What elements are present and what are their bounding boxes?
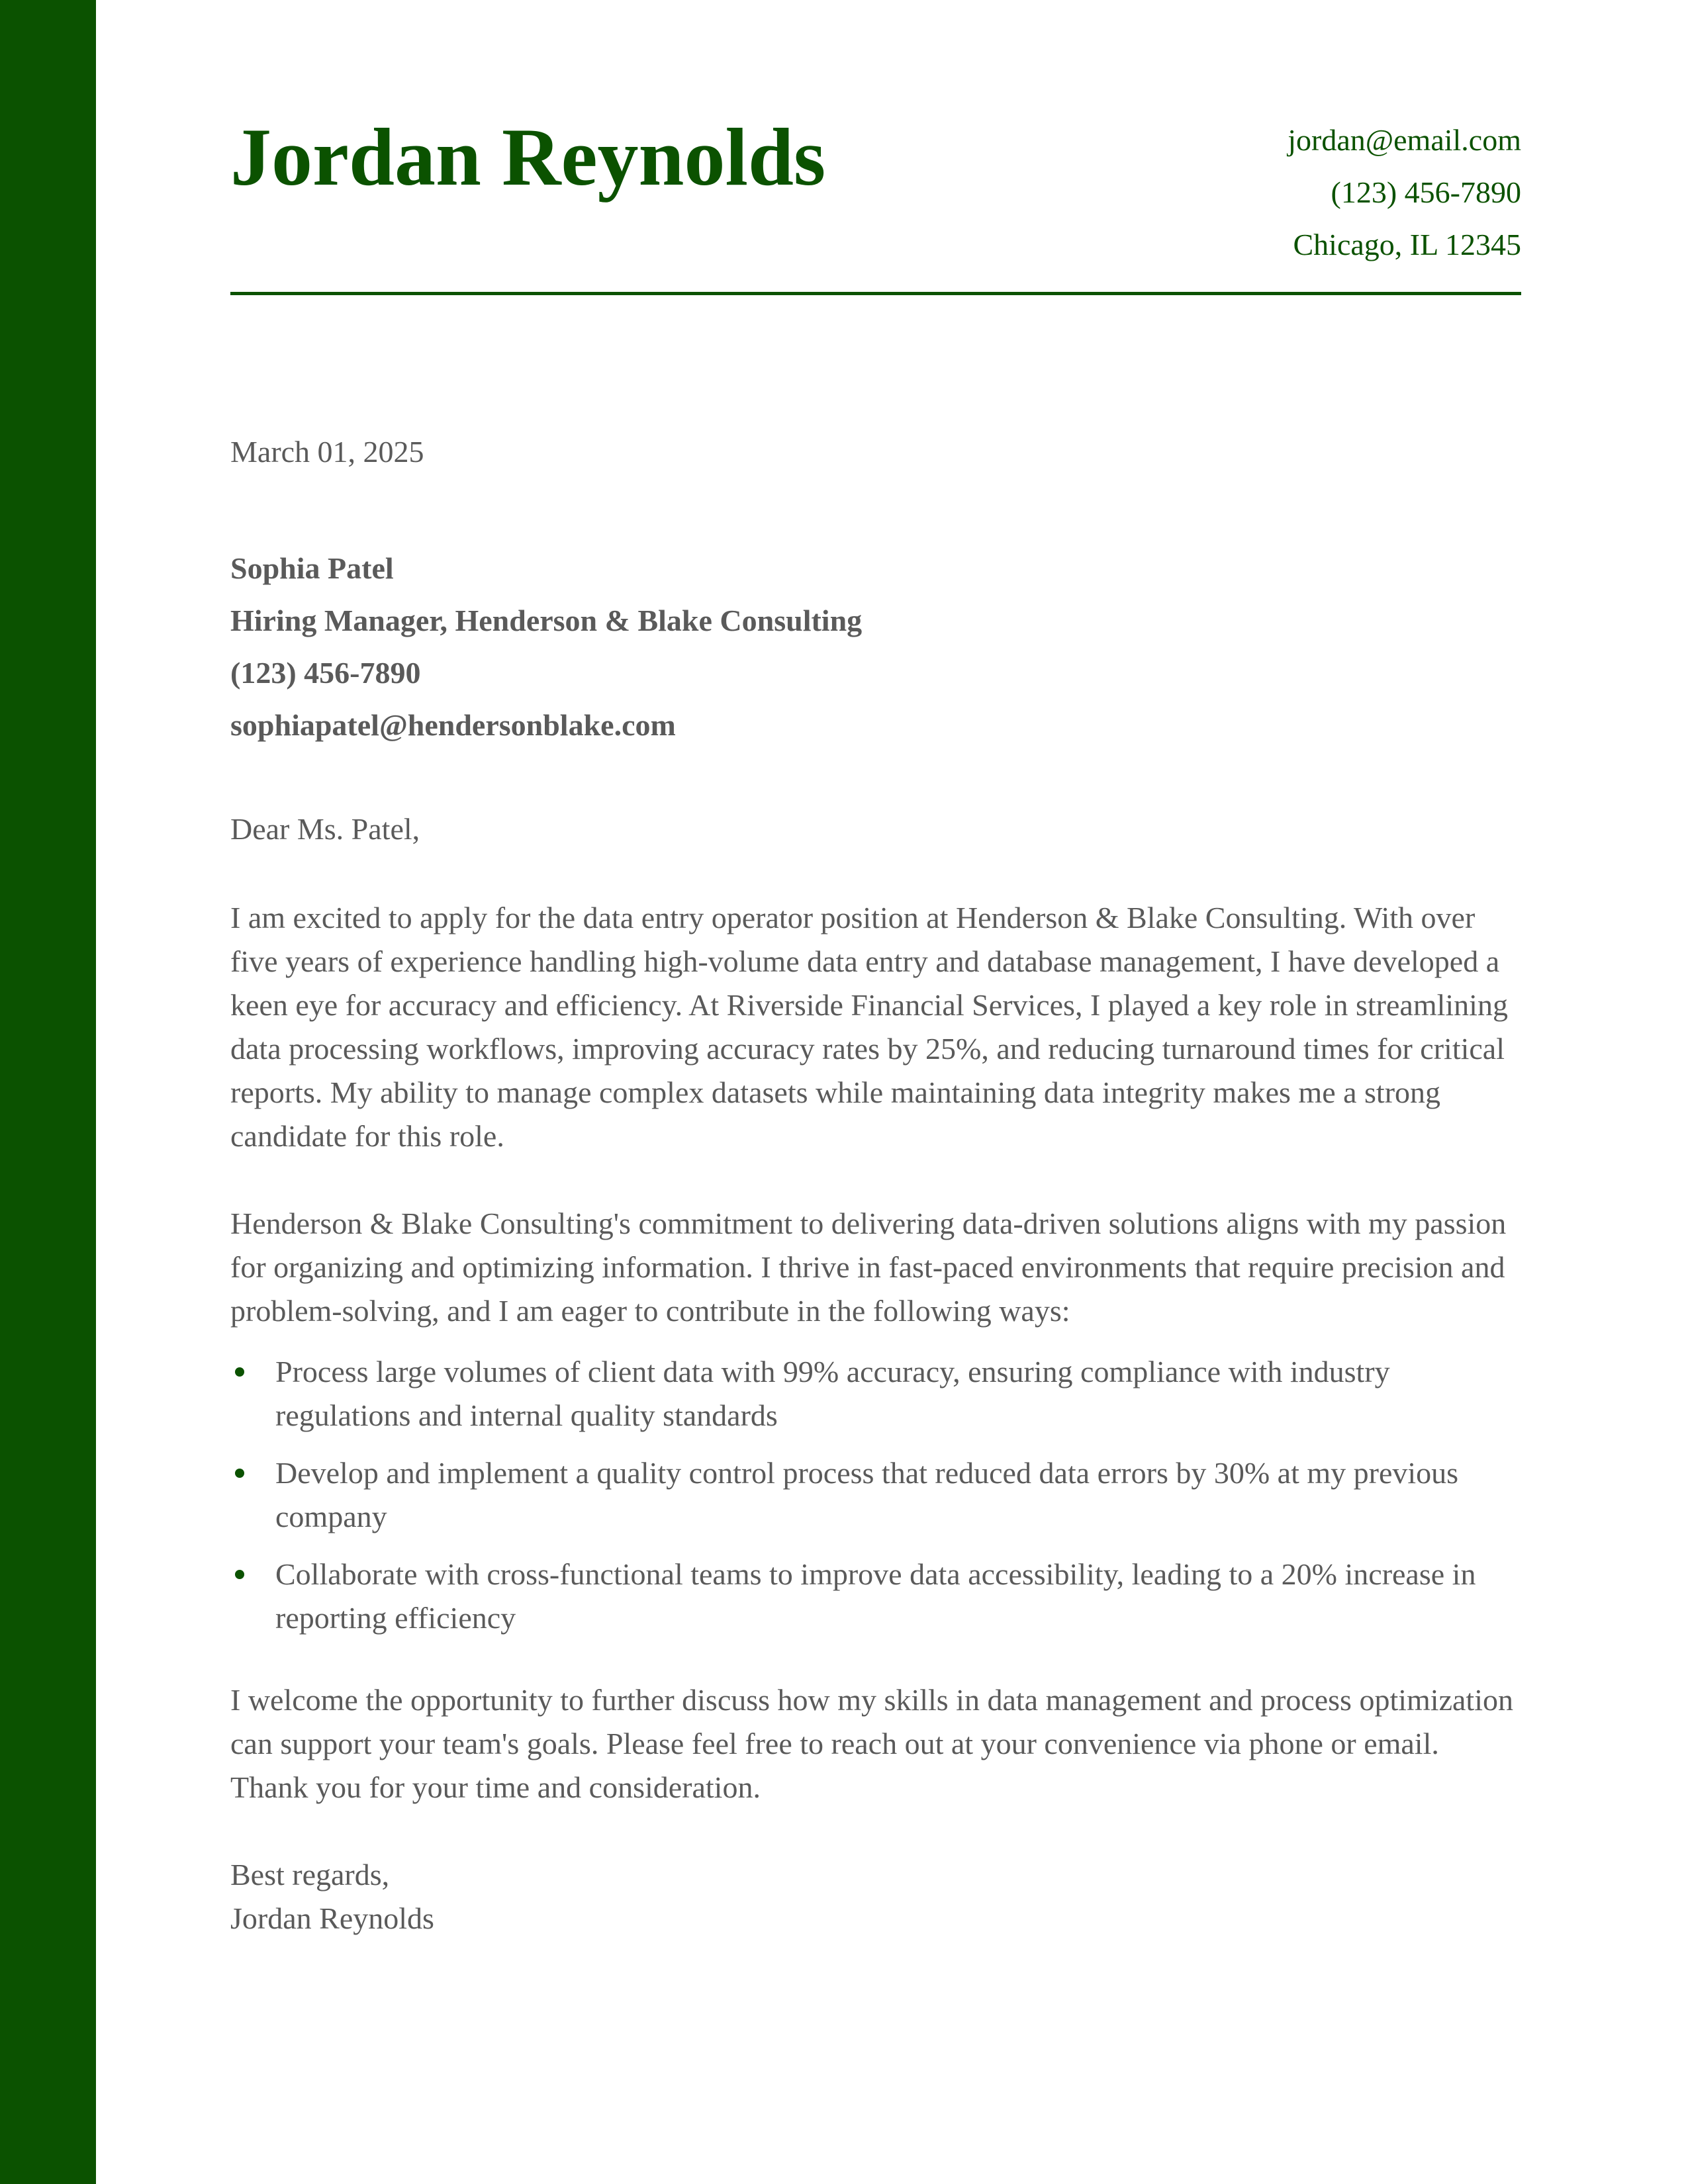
list-item bbox=[230, 1350, 1521, 1437]
sign-off-block bbox=[230, 1853, 1521, 1940]
bullet-icon bbox=[235, 1570, 244, 1579]
applicant-contact bbox=[1288, 114, 1521, 271]
applicant-email: jordan@email.com bbox=[1288, 123, 1521, 157]
letter-body bbox=[230, 430, 1521, 1940]
bullet-icon bbox=[235, 1469, 244, 1478]
recipient-block bbox=[230, 542, 1521, 751]
paragraph-intro: I am excited to apply for the data entry operator position at Henderson & Blake Consulting. With over five years of experience handling high-volume data entry and database management, I have developed a keen eye for accuracy and efficiency. At Riverside Financial Services, I played a key role in streamlining data processing workflows, improving accuracy rates by 25%, and reducing turnaround times for critical reports. My ability to manage complex datasets while maintaining data integrity makes me a strong candidate for this role. bbox=[230, 901, 1508, 1153]
letter-page bbox=[230, 0, 1521, 2184]
paragraph-company-fit: Henderson & Blake Consulting's commitment to delivering data-driven solutions aligns with my passion for organizing and optimizing information. I thrive in fast-paced environments that require precision and problem-solving, and I am eager to contribute in the following ways: bbox=[230, 1206, 1507, 1328]
applicant-location: Chicago, IL 12345 bbox=[1293, 228, 1521, 261]
header-divider bbox=[230, 292, 1521, 295]
applicant-phone: (123) 456-7890 bbox=[1331, 175, 1521, 209]
bullet-icon bbox=[235, 1367, 244, 1377]
recipient-phone: (123) 456-7890 bbox=[230, 656, 421, 690]
recipient-title: Hiring Manager, Henderson & Blake Consulting bbox=[230, 604, 863, 637]
list-item-text: Develop and implement a quality control process that reduced data errors by 30% at my previous company bbox=[275, 1456, 1459, 1533]
recipient-name: Sophia Patel bbox=[230, 551, 394, 585]
salutation: Dear Ms. Patel, bbox=[230, 812, 420, 846]
list-item bbox=[230, 1553, 1521, 1640]
contribution-list bbox=[230, 1350, 1521, 1640]
letter-date: March 01, 2025 bbox=[230, 435, 424, 469]
list-item-text: Process large volumes of client data with 99% accuracy, ensuring compliance with industry regulations and internal quality standards bbox=[275, 1355, 1390, 1432]
applicant-name: Jordan Reynolds bbox=[230, 112, 826, 203]
list-item bbox=[230, 1451, 1521, 1539]
sign-off: Best regards, bbox=[230, 1858, 390, 1891]
accent-sidebar bbox=[0, 0, 96, 2184]
list-item-text: Collaborate with cross-functional teams to improve data accessibility, leading to a 20% increase in reporting efficiency bbox=[275, 1557, 1476, 1635]
recipient-email: sophiapatel@hendersonblake.com bbox=[230, 708, 676, 742]
letter-header bbox=[230, 99, 1521, 298]
paragraph-closing: I welcome the opportunity to further discuss how my skills in data management and process optimization can support your team's goals. Please feel free to reach out at your convenience via phone or email. Thank you for your time and consideration. bbox=[230, 1683, 1513, 1804]
signature-name: Jordan Reynolds bbox=[230, 1901, 434, 1935]
